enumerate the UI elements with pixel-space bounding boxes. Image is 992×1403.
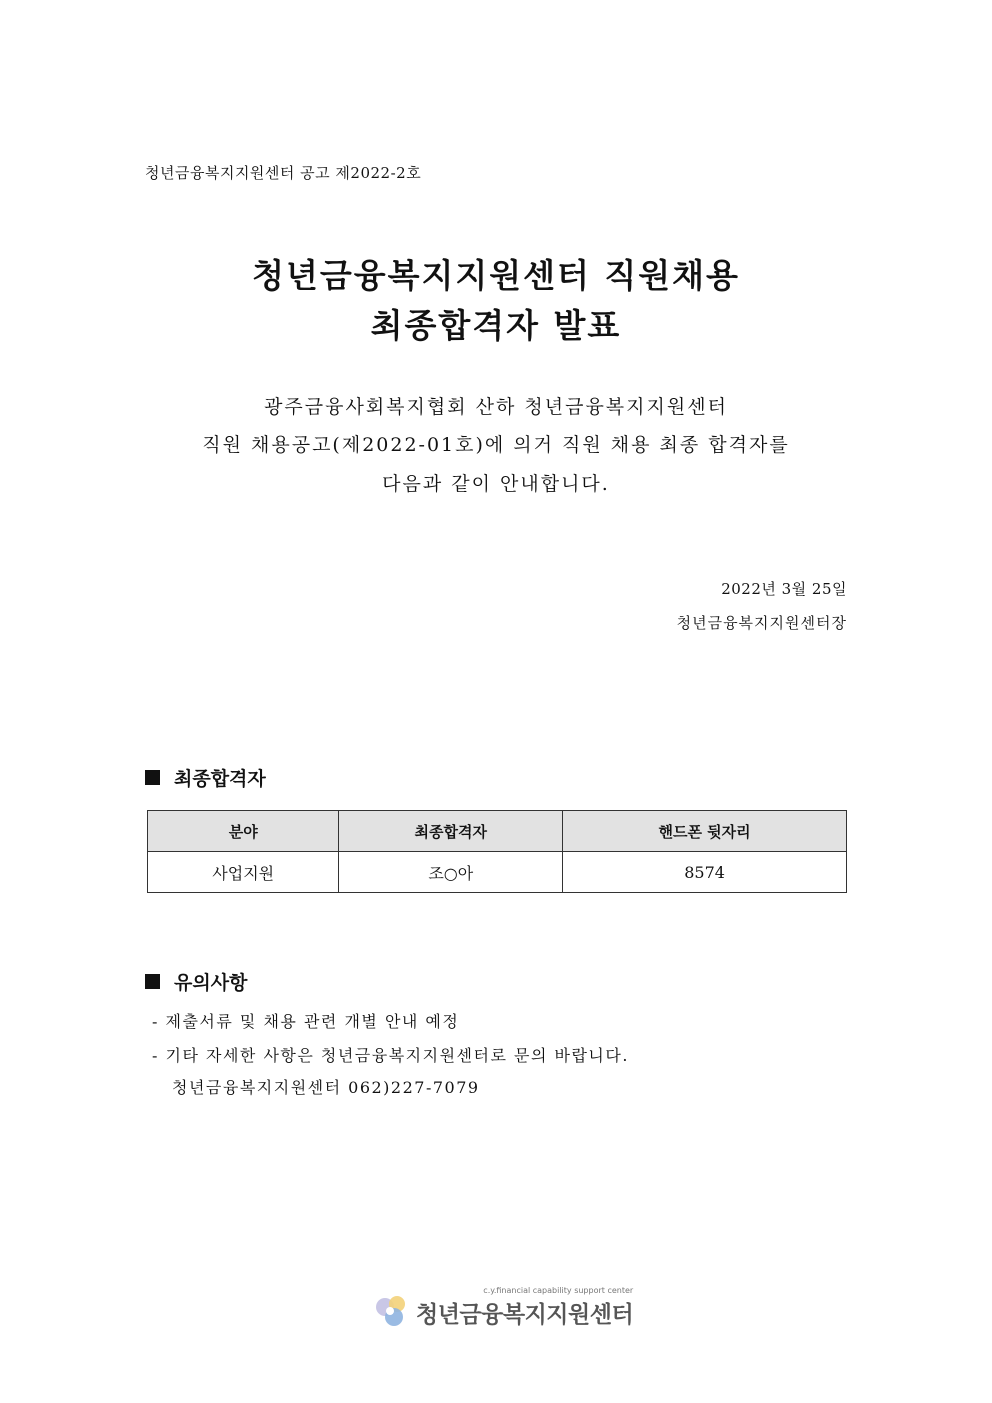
notice-number: 청년금융복지지원센터 공고 제2022-2호	[145, 164, 422, 182]
note-item: - 기타 자세한 사항은 청년금융복지지원센터로 문의 바랍니다.	[152, 1046, 629, 1065]
notes-section-heading	[145, 968, 247, 995]
square-bullet-icon	[145, 974, 160, 989]
column-header-field: 분야	[148, 811, 339, 852]
table-header-row	[148, 811, 847, 852]
result-section-heading	[145, 764, 266, 791]
center-logo	[372, 1286, 633, 1329]
result-heading-text: 최종합격자	[174, 768, 266, 790]
note-contact: 청년금융복지지원센터 062)227-7079	[172, 1078, 480, 1097]
note-item: - 제출서류 및 채용 관련 개별 안내 예정	[152, 1012, 460, 1031]
page-title-line1: 청년금융복지지원센터 직원채용	[252, 256, 740, 295]
intro-line2: 직원 채용공고(제2022-01호)에 의거 직원 채용 최종 합격자를	[202, 434, 790, 456]
logo-subtitle: c.y.financial capability support center	[483, 1286, 634, 1295]
square-bullet-icon	[145, 770, 160, 785]
cell-phone: 8574	[563, 852, 847, 893]
column-header-name: 최종합격자	[339, 811, 563, 852]
table-row	[148, 852, 847, 893]
issuer-signature: 청년금융복지지원센터장	[676, 614, 847, 632]
cell-name: 조○아	[339, 852, 563, 893]
announcement-date: 2022년 3월 25일	[721, 580, 847, 598]
cell-field: 사업지원	[148, 852, 339, 893]
page-title-line2: 최종합격자 발표	[370, 306, 622, 345]
notes-heading-text: 유의사항	[174, 972, 248, 994]
column-header-phone: 핸드폰 뒷자리	[563, 811, 847, 852]
intro-line1: 광주금융사회복지협회 산하 청년금융복지지원센터	[264, 396, 728, 418]
logo-mark-icon	[372, 1293, 412, 1329]
result-table	[147, 810, 847, 893]
intro-line3: 다음과 같이 안내합니다.	[382, 473, 610, 495]
logo-name: 청년금융복지지원센터	[416, 1302, 634, 1328]
